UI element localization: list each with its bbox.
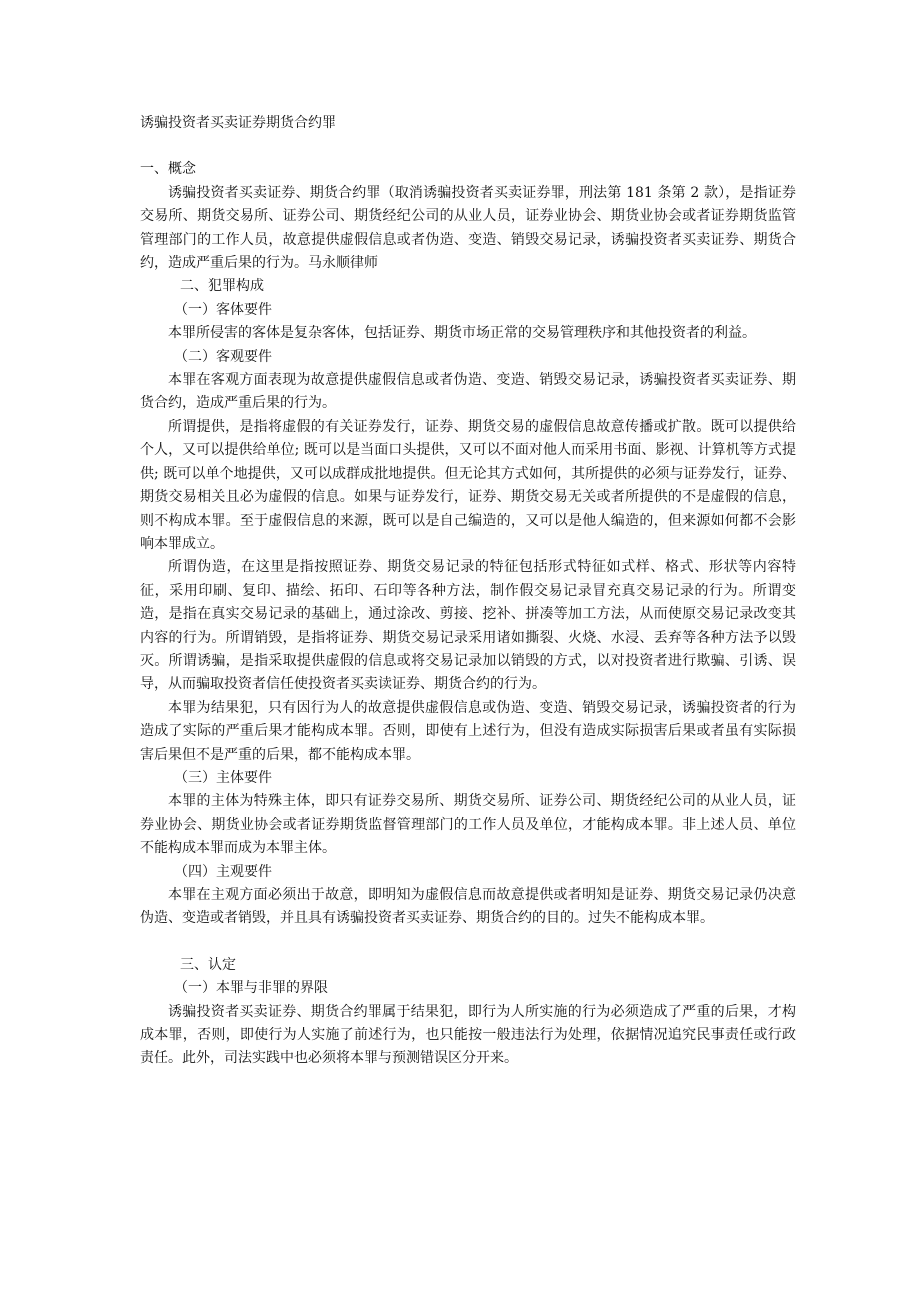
subheading-subjective: （四）主观要件 <box>174 863 272 880</box>
section-heading-constitution: 二、犯罪构成 <box>180 278 264 295</box>
paragraph: 所谓提供，是指将虚假的有关证券发行，证券、期货交易的虚假信息故意传播或扩散。既可以提供给个人，又可以提供给单位; 既可以是当面口头提供，又可以不面对他人而采用书面、影视、计算机等方式提供; 既可以单个地提供，又可以成群成批地提供。但无论其方式如何，其所提供的必须与证券发行，证券、期货交易相关且必为虚假的信息。如果与证券发行，证券、期货交易无关或者所提供的不是虚假的信息，则不构成本罪。至于虚假信息的来源，既可以是自己编造的，又可以是他人编造的，但来源如何都不会影响本罪成立。 <box>140 418 796 552</box>
blank-line <box>140 931 796 954</box>
section-heading-determination: 三、认定 <box>180 956 236 973</box>
paragraph: 本罪在客观方面表现为故意提供虚假信息或者伪造、变造、销毁交易记录，诱骗投资者买卖证券、期货合约，造成严重后果的行为。 <box>140 372 796 412</box>
subheading-subject: （三）主体要件 <box>174 769 272 786</box>
document-body <box>140 112 796 1071</box>
paragraph: 本罪所侵害的客体是复杂客体，包括证券、期货市场正常的交易管理秩序和其他投资者的利益。 <box>168 325 756 342</box>
document-title: 诱骗投资者买卖证券期货合约罪 <box>140 115 336 131</box>
section-heading-concept: 一、概念 <box>140 161 196 178</box>
subheading-objective: （二）客观要件 <box>174 348 272 365</box>
paragraph: 本罪在主观方面必须出于故意，即明知为虚假信息而故意提供或者明知是证券、期货交易记录仍决意伪造、变造或者销毁，并且具有诱骗投资者买卖证券、期货合约的目的。过失不能构成本罪。 <box>140 887 796 927</box>
paragraph: 本罪为结果犯，只有因行为人的故意提供虚假信息或伪造、变造、销毁交易记录，诱骗投资者的行为造成了实际的严重后果才能构成本罪。否则，即使有上述行为，但没有造成实际损害后果或者虽有实际损害后果但不是严重的后果，都不能构成本罪。 <box>140 699 796 763</box>
subheading-crime-boundary: （一）本罪与非罪的界限 <box>174 980 328 997</box>
paragraph: 诱骗投资者买卖证券、期货合约罪属于结果犯，即行为人所实施的行为必须造成了严重的后果，才构成本罪，否则，即使行为人实施了前述行为，也只能按一般违法行为处理，依据情况追究民事责任或行政责任。此外，司法实践中也必须将本罪与预测错误区分开来。 <box>140 1003 796 1067</box>
subheading-object: （一）客体要件 <box>174 301 272 318</box>
paragraph: 所谓伪造，在这里是指按照证券、期货交易记录的特征包括形式特征如式样、格式、形状等内容特征，采用印刷、复印、描绘、拓印、石印等各种方法，制作假交易记录冒充真交易记录的行为。所谓变造，是指在真实交易记录的基础上，通过涂改、剪接、挖补、拼凑等加工方法，从而使原交易记录改变其内容的行为。所谓销毁，是指将证券、期货交易记录采用诸如撕裂、火烧、水浸、丢弃等各种方法予以毁灭。所谓诱骗，是指采取提供虚假的信息或将交易记录加以销毁的方式，以对投资者进行欺骗、引诱、误导，从而骗取投资者信任使投资者买卖读证券、期货合约的行为。 <box>140 559 796 693</box>
paragraph: 诱骗投资者买卖证券、期货合约罪（取消诱骗投资者买卖证券罪，刑法第 181 条第 2 款），是指证券交易所、期货交易所、证券公司、期货经纪公司的从业人员，证券业协会、期货业协会或者证券期货监管管理部门的工作人员，故意提供虚假信息或者伪造、变造、销毁交易记录，诱骗投资者买卖证券、期货合约，造成严重后果的行为。马永顺律师 <box>140 184 796 272</box>
paragraph: 本罪的主体为特殊主体，即只有证券交易所、期货交易所、证券公司、期货经纪公司的从业人员，证券业协会、期货业协会或者证券期货监督管理部门的工作人员及单位，才能构成本罪。非上述人员、单位不能构成本罪而成为本罪主体。 <box>140 793 796 857</box>
